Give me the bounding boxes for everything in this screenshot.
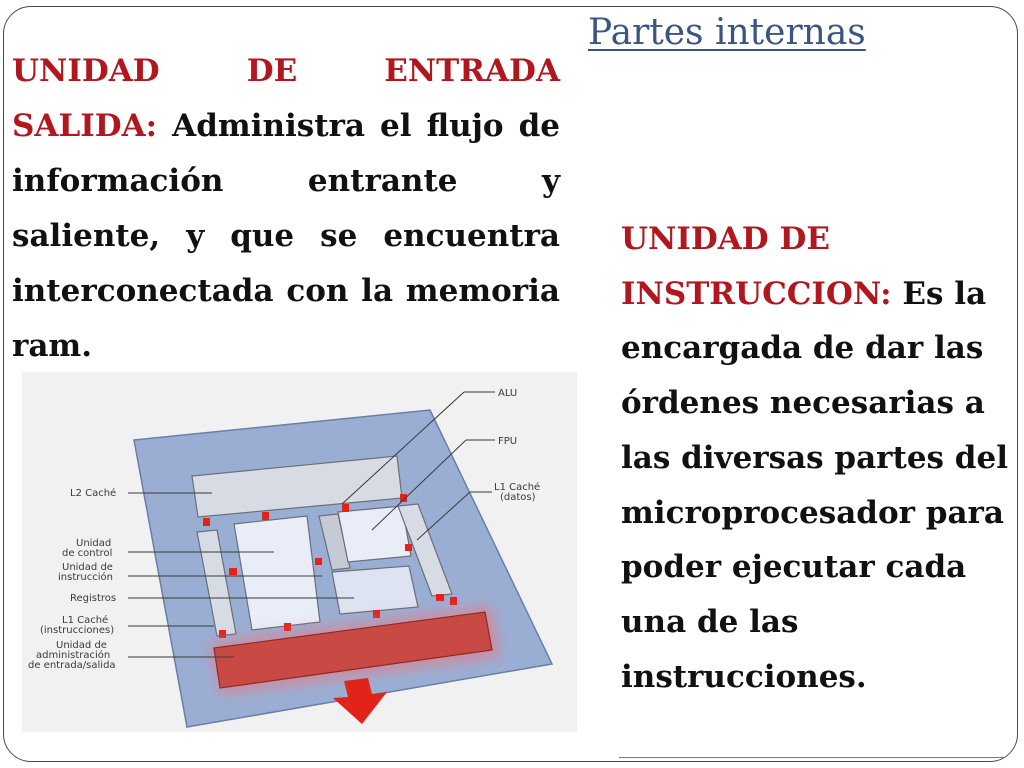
io-unit-heading: UNIDAD DE ENTRADA SALIDA: [12,53,560,144]
label-l1-instr-1: L1 Caché [62,615,109,626]
io-unit-body: Administra el flujo de información entrante y saliente, y que se encuentra interconectada con la memoria ram. [12,108,560,364]
bottom-divider [619,757,1004,758]
fpu-block [338,506,411,562]
cpu-diagram [22,372,577,732]
label-registros: Registros [70,593,117,604]
io-unit-description [12,44,560,374]
label-alu: ALU [498,388,518,399]
label-admin-1: Unidad de [56,640,107,651]
instruction-unit-body: Es la encargada de dar las órdenes necesarias a las diversas partes del microprocesador para poder ejecutar cada una de las instrucciones. [621,275,1008,695]
label-l1-datos-1: L1 Caché [494,482,541,493]
cpu-diagram-svg [22,372,577,732]
slide-title: Partes internas [588,12,866,53]
registers-block [332,566,418,614]
label-l2-cache: L2 Caché [70,488,117,499]
label-control-2: de control [62,548,113,559]
label-instruccion-1: Unidad de [62,562,113,573]
label-admin-2: administración [36,650,111,661]
label-l1-datos-2: (datos) [500,492,536,503]
instruction-unit-heading: UNIDAD DE INSTRUCCION: [621,221,892,312]
label-control-1: Unidad [76,538,112,549]
label-admin-3: de entrada/salida [28,660,116,671]
label-l1-instr-2: (instrucciones) [40,625,115,636]
label-fpu: FPU [498,436,518,447]
label-instruccion-2: instrucción [58,572,113,583]
instruction-unit-description [621,212,1021,704]
